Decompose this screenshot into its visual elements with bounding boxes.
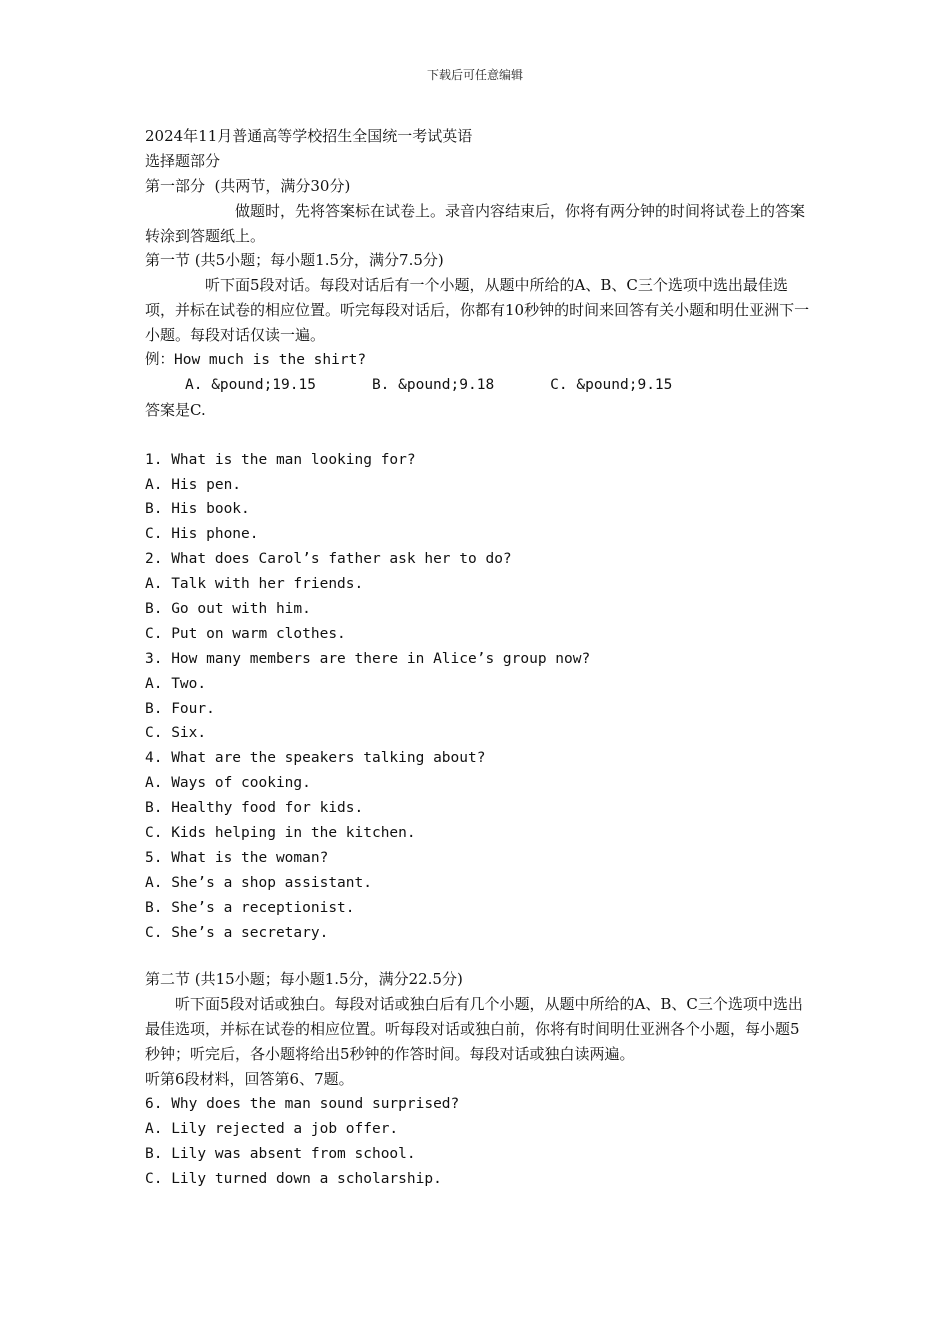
example-question: 例：How much is the shirt? [145, 352, 367, 369]
option-a: A. His pen. [145, 476, 242, 493]
option-c: C. Six. [145, 725, 207, 742]
option-a: A. Ways of cooking. [145, 775, 311, 792]
option-b: B. Four. [145, 700, 215, 717]
sec1-instruction: 听下面5段对话。每段对话后有一个小题，从题中所给的A、B、C三个选项中选出最佳选项，并标在试卷的相应位置。听完每段对话后，你都有10秒钟的时间来回答有关小题和明仕亚洲下一小题。每段对话仅读一遍。 [145, 276, 810, 345]
exam-title: 2024年11月普通高等学校招生全国统一考试英语 [145, 127, 473, 145]
example-options [145, 373, 810, 398]
document-body [145, 124, 810, 1192]
question-text: 1. What is the man looking for? [145, 451, 416, 468]
option-a: A. Talk with her friends. [145, 576, 364, 593]
example-option-b: B. &pound;9.18 [371, 376, 495, 393]
example-answer: 答案是C. [145, 400, 206, 419]
option-b: B. His book. [145, 501, 250, 518]
option-a: A. Two. [145, 675, 207, 692]
option-b: B. She’s a receptionist. [145, 899, 355, 916]
sec2-instruction: 听下面5段对话或独白。每段对话或独白后有几个小题，从题中所给的A、B、C三个选项中选出最佳选项，并标在试卷的相应位置。听每段对话或独白前，你将有时间明仕亚洲各个小题，每小题5秒钟；听完后，各小题将给出5秒钟的作答时间。每段对话或独白读两遍。 [145, 995, 803, 1064]
page-header: 下载后可任意编辑 [426, 68, 523, 82]
option-b: B. Go out with him. [145, 601, 311, 617]
option-b: B. Lily was absent from school. [145, 1145, 416, 1162]
option-c: C. Lily turned down a scholarship. [145, 1170, 442, 1187]
part1-title: 第一部分 (共两节，满分30分) [145, 176, 351, 195]
example-option-a: A. &pound;19.15 [185, 376, 316, 393]
example-option-c: C. &pound;9.15 [550, 376, 673, 393]
question-text: 4. What are the speakers talking about? [145, 750, 486, 767]
sec1-title: 第一节 (共5小题；每小题1.5分，满分7.5分) [145, 251, 444, 270]
section-heading: 选择题部分 [145, 151, 221, 170]
material-6-heading: 听第6段材料，回答第6、7题。 [145, 1070, 354, 1089]
part1-instruction: 做题时，先将答案标在试卷上。录音内容结束后，你将有两分钟的时间将试卷上的答案转涂到答题纸上。 [145, 201, 806, 245]
question-list [145, 448, 810, 946]
sec2-title: 第二节 (共15小题；每小题1.5分，满分22.5分) [145, 970, 463, 989]
question-text: 2. What does Carol’s father ask her to do? [145, 551, 512, 568]
question-text: 3. How many members are there in Alice’s group now? [145, 650, 591, 667]
option-a: A. She’s a shop assistant. [145, 874, 372, 891]
question-text: 6. Why does the man sound surprised? [145, 1095, 460, 1112]
question-text: 5. What is the woman? [145, 849, 329, 866]
option-a: A. Lily rejected a job offer. [145, 1120, 399, 1137]
option-c: C. Kids helping in the kitchen. [145, 825, 416, 842]
option-c: C. She’s a secretary. [145, 924, 329, 941]
option-c: C. Put on warm clothes. [145, 625, 346, 642]
option-b: B. Healthy food for kids. [145, 800, 364, 817]
option-c: C. His phone. [145, 526, 259, 543]
